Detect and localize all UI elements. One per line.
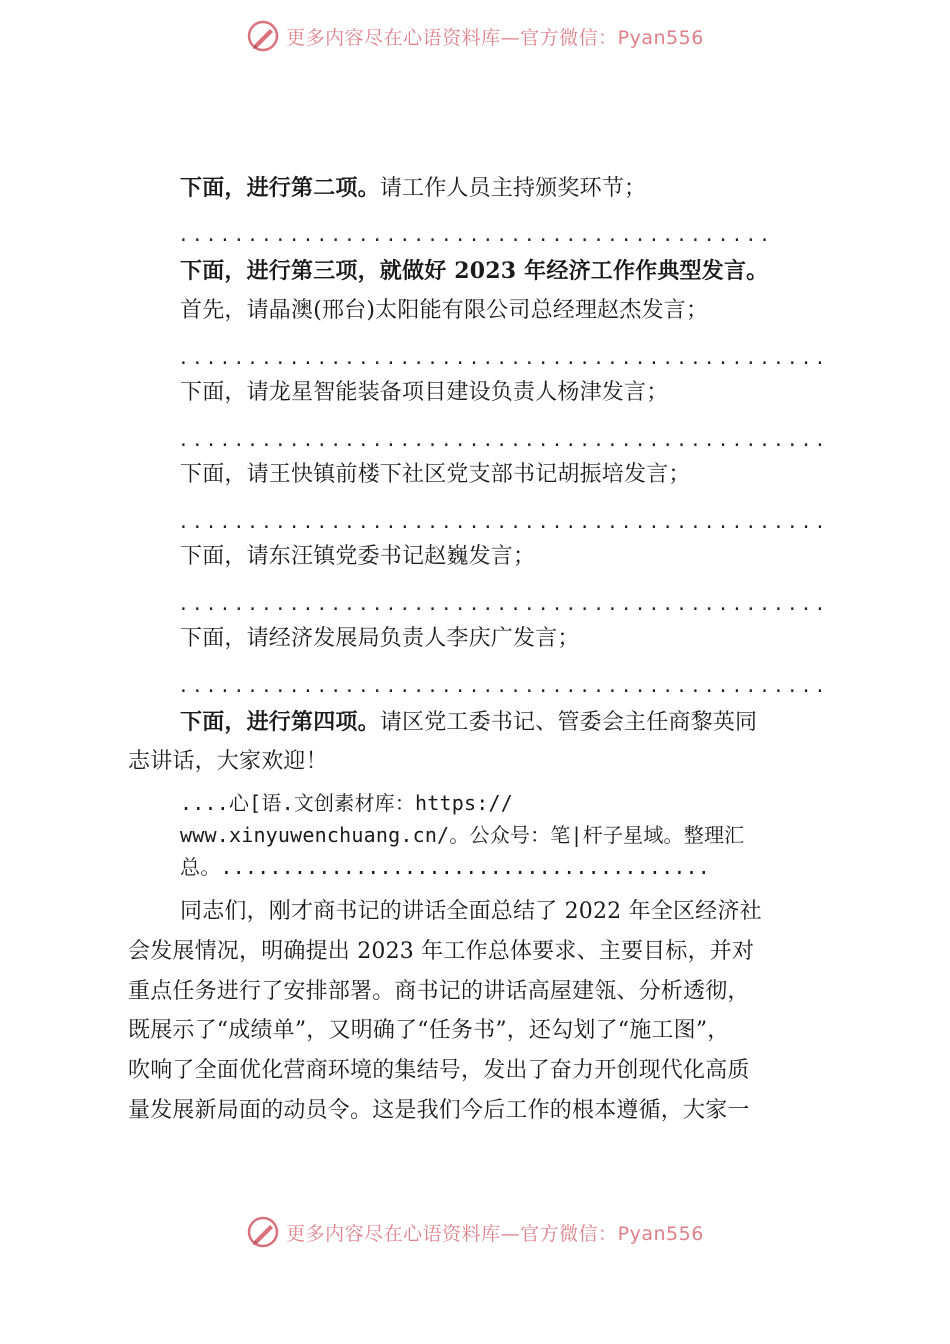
speaker-line-1: 首先，请晶澳(邢台)太阳能有限公司总经理赵杰发言； — [180, 298, 709, 323]
paragraph-line: 量发展新局面的动员令。这是我们今后工作的根本遵循，大家一 — [128, 1098, 750, 1123]
pen-circle-logo-icon — [246, 1215, 280, 1249]
watermark-text: 更多内容尽在心语资料库—官方微信：Pyan556 — [286, 1222, 704, 1245]
paragraph-line: 吹响了全面优化营商环境的集结号，发出了奋力开创现代化高质 — [128, 1058, 750, 1083]
agenda-item-3: 下面，进行第三项，就做好 2023 年经济工作作典型发言。 — [180, 258, 769, 284]
ellipsis-divider: ............................................... — [178, 594, 829, 615]
source-note-line-2: www.xinyuwenchuang.cn/。公众号：笔|杆子星域。整理汇 — [180, 823, 745, 847]
agenda-item-2: 下面，进行第二项。请工作人员主持颁奖环节； — [180, 175, 647, 201]
agenda-item-4: 下面，进行第四项。请区党工委书记、管委会主任商黎英同 — [180, 709, 758, 735]
watermark-text: 更多内容尽在心语资料库—官方微信：Pyan556 — [286, 26, 704, 49]
watermark-footer — [0, 1210, 950, 1254]
watermark-header — [0, 14, 950, 58]
ellipsis-divider: ............................................... — [178, 676, 829, 697]
paragraph-line: 既展示了“成绩单”，又明确了“任务书”，还勾划了“施工图”， — [128, 1018, 730, 1043]
ellipsis-divider: ............................................... — [178, 512, 829, 533]
paragraph-line: 会发展情况，明确提出 2023 年工作总体要求、主要目标，并对 — [128, 939, 755, 964]
pen-circle-logo-icon — [246, 19, 280, 53]
paragraph-line: 重点任务进行了安排部署。商书记的讲话高屋建瓴、分析透彻， — [128, 979, 750, 1004]
ellipsis-divider: ............................................... — [178, 348, 829, 369]
source-note-line-3: 总。........................................ — [180, 855, 711, 879]
source-note-line-1: ....心[语.文创素材库：https:// — [180, 791, 513, 815]
speaker-line-5: 下面，请经济发展局负责人李庆广发言； — [180, 626, 580, 651]
paragraph-line: 同志们，刚才商书记的讲话全面总结了 2022 年全区经济社 — [180, 899, 762, 924]
agenda-item-4-cont: 志讲话，大家欢迎！ — [128, 749, 328, 774]
ellipsis-divider: ............................................... — [178, 430, 829, 451]
speaker-line-3: 下面，请王快镇前楼下社区党支部书记胡振培发言； — [180, 462, 691, 487]
speaker-line-2: 下面，请龙星智能装备项目建设负责人杨津发言； — [180, 380, 669, 405]
speaker-line-4: 下面，请东汪镇党委书记赵巍发言； — [180, 544, 536, 569]
ellipsis-divider: ........................................... — [178, 225, 773, 246]
